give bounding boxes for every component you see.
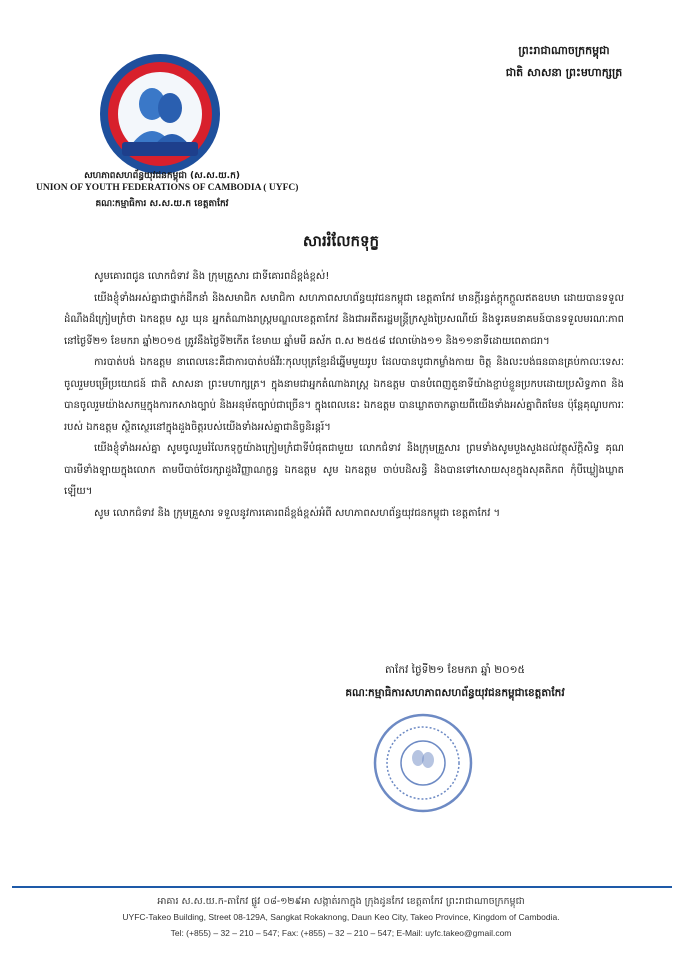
org-name-khmer: សហភាពសហព័ន្ធយុវជនកម្ពុជា (ស.ស.យ.ក) bbox=[84, 171, 240, 181]
organization-logo bbox=[98, 52, 222, 176]
motto-kingdom: ព្រះរាជាណាចក្រកម្ពុជា bbox=[518, 44, 610, 57]
footer-contact: Tel: (+855) – 32 – 210 – 547; Fax: (+855) – 32 – 210 – 547; E-Mail: uyfc.takeo@gmail.com bbox=[170, 928, 512, 938]
footer-address-khmer: អាគារ ស.ស.យ.ក-តាកែវ ផ្លូវ ០៨-១២៩អា សង្កាត់រកាក្នុង ក្រុងដូនកែវ ខេត្តតាកែវ ព្រះរាជាណាចក្រកម្ពុជា bbox=[157, 896, 525, 907]
org-name-english: UNION OF YOUTH FEDERATIONS OF CAMBODIA ( UYFC) bbox=[36, 183, 299, 193]
letter-title: សាររំលែកទុក្ខ bbox=[302, 232, 380, 250]
official-stamp bbox=[372, 712, 474, 814]
national-motto bbox=[474, 40, 654, 84]
paragraph-4: សូម លោកជំទាវ និង ក្រុមគ្រួសារ ទទួលនូវការគោរពដ៏ខ្ពង់ខ្ពស់អំពី សហភាពសហព័ន្ធយុវជនកម្ពុជា ខេត្តតាកែវ ។ bbox=[94, 507, 501, 519]
footer-divider bbox=[12, 886, 672, 888]
org-branch: គណៈកម្មាធិការ ស.ស.យ.ក ខេត្តតាកែវ bbox=[95, 199, 229, 209]
letter-body bbox=[64, 266, 624, 524]
footer-address-english: UYFC-Takeo Building, Street 08-129A, Sangkat Rokaknong, Daun Keo City, Takeo Province, Kingdom of Cambodia. bbox=[122, 912, 560, 922]
signature-block bbox=[270, 664, 640, 702]
letter-greeting: សូមគោរពជូន លោកជំទាវ និង ក្រុមគ្រួសារ ជាទីគោរពដ៏ខ្ពង់ខ្ពស់! bbox=[94, 271, 330, 282]
signatory: គណៈកម្មាធិការសហភាពសហព័ន្ធយុវជនកម្ពុជាខេត្តតាកែវ bbox=[345, 687, 565, 699]
paragraph-3: យើងខ្ញុំទាំងអស់គ្នា សូមចូលរួមរំលែកទុក្ខយ៉ាងក្រៀមក្រំជាទីបំផុតជាមួយ លោកជំទាវ និងក្រុមគ្រួសារ ព្រមទាំងសូមបួងសួងដល់វត្ថុស័ក្តិសិទ្ធ គុណបារមីទាំងឡាយក្នុងលោក តាមបីបាច់ថែរក្សាដួងវិញ្ញាណក្ខន្ធ ឯកឧត្តម សូម ឯកឧត្តម ចាប់បដិសន្ធិ និងបានទៅសោយសុខក្នុងសុគតិភព កុំបីឃ្លៀងឃ្លាតឡើយ។ bbox=[64, 443, 624, 497]
paragraph-2: ការបាត់បង់ ឯកឧត្តម នាពេលនេះគឺជាការបាត់បង់វីរៈកុលបុត្រខ្មែរដ៏ឆ្នើមមួយរូប ដែលបានបូជាកម្លាំងកាយ ចិត្ត និងលះបង់ធនធានគ្រប់កាលៈទេសៈ ចូលរួមបម្រើប្រយោជន៍ ជាតិ សាសនា ព្រះមហាក្សត្រ។ ក្នុងនាមជាអ្នកតំណាងរាស្ត្រ ឯកឧត្តម បានបំពេញតួនាទីយ៉ាងខ្ជាប់ខ្ជួនប្រកបដោយប្រសិទ្ធភាព និងបានចូលរួមយ៉ាងសកម្មក្នុងការកសាងច្បាប់ និងអនុម័តច្បាប់ជាច្រើន។ ក្នុងពេលនេះ ឯកឧត្តម បានឃ្លាតចាកឆ្ងាយពីយើងទាំងអស់គ្នាពិតមែន ប៉ុន្តែគុណូបការៈរបស់ ឯកឧត្តម ស្ថិតស្ថេរនៅក្នុងដួងចិត្តរបស់យើងទាំងអស់គ្នាជានិច្ចនិរន្តរ៍។ bbox=[64, 357, 624, 433]
motto-nation-religion-king: ជាតិ សាសនា ព្រះមហាក្សត្រ bbox=[505, 66, 623, 79]
paragraph-1: យើងខ្ញុំទាំងអស់គ្នាជាថ្នាក់ដឹកនាំ និងសមាជិក សមាជិកា សហភាពសហព័ន្ធយុវជនកម្ពុជា ខេត្តតាកែវ មានក្តីរន្ធត់ក្តុកក្តួលឥតឧបមា ដោយបានទទួលដំណឹងដ៏ក្រៀមក្រំថា ឯកឧត្តម សួរ ឃុន អ្នកតំណាងរាស្ត្រមណ្ឌលខេត្តតាកែវ និងជាអតីតរដ្ឋមន្ត្រីក្រសួងប្រៃសណីយ៍ និងទូរគមនាគមន៍បានទទួលមរណៈភាពនៅថ្ងៃទី២១ ខែមករា ឆ្នាំ២០១៥ ត្រូវនឹងថ្ងៃទី២កើត ខែមាឃ ឆ្នាំមមី ឆស័ក ព.ស ២៥៥៨ វេលាម៉ោង១១ និង១១នាទីដោយពេតាជរា។ bbox=[64, 292, 624, 347]
letter-date: តាកែវ ថ្ងៃទី២១ ខែមករា ឆ្នាំ ២០១៥ bbox=[385, 664, 525, 676]
